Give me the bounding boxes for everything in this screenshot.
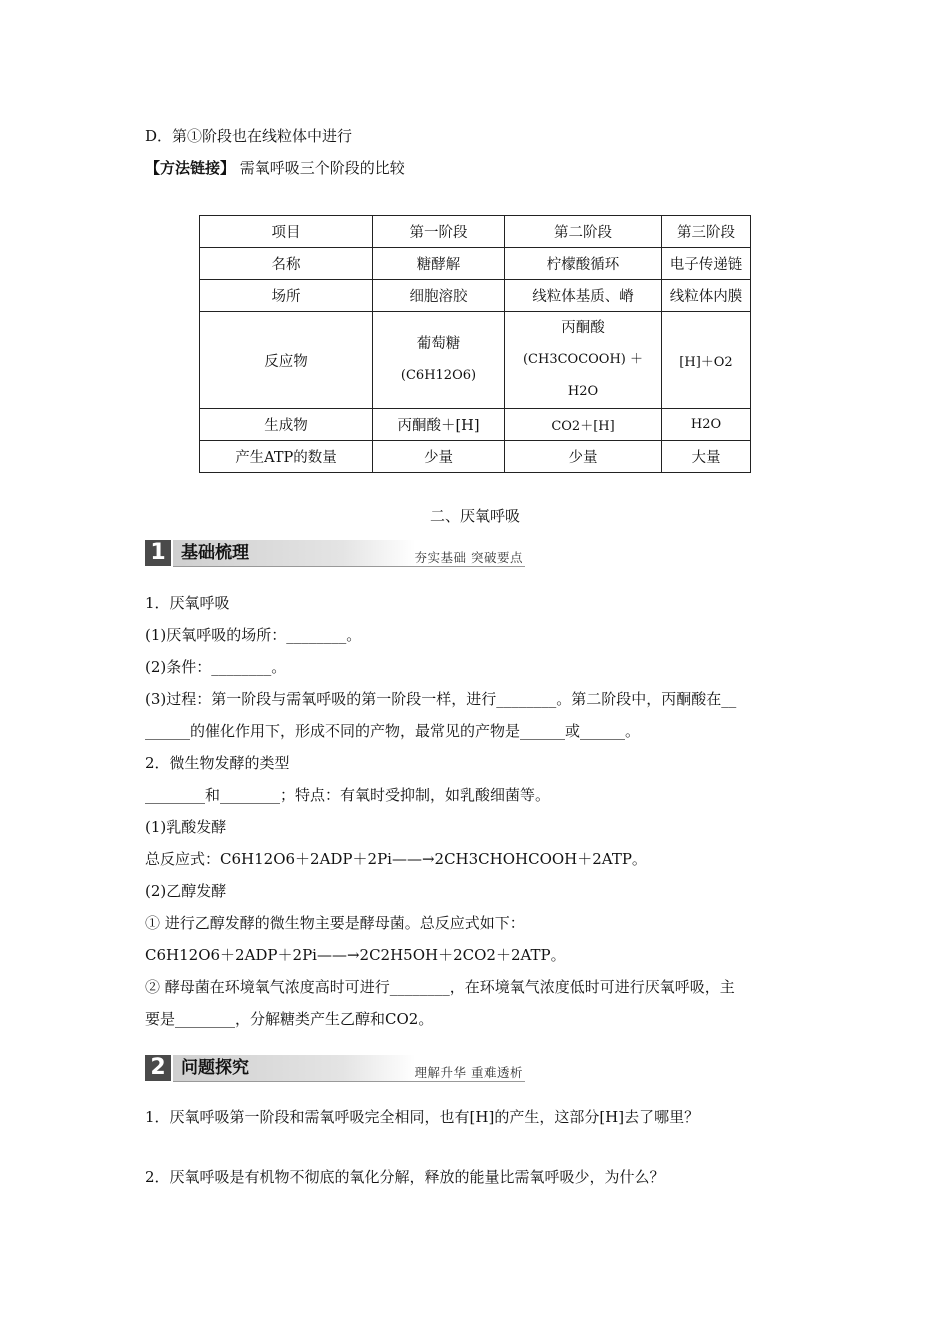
question-2: 2．厌氧呼吸是有机物不彻底的氧化分解，释放的能量比需氧呼吸少，为什么？ xyxy=(145,1168,665,1186)
reactant-pyruvate-formula: (CH3COCOOH) ＋ xyxy=(522,352,644,367)
method-link xyxy=(145,158,405,178)
table-cell: 线粒体基质、嵴 xyxy=(505,280,662,312)
reactant-pyruvate: 丙酮酸 xyxy=(561,320,605,336)
method-title: 需氧呼吸三个阶段的比较 xyxy=(239,159,405,177)
banner-number: 1 xyxy=(145,540,171,566)
banner-title: 基础梳理 xyxy=(181,543,249,563)
table-row xyxy=(200,441,751,473)
reactant-glucose-formula: (C6H12O6) xyxy=(400,368,477,383)
table-cell xyxy=(373,312,505,409)
text-line: (2)条件：________。 xyxy=(145,658,287,676)
table-cell: 项目 xyxy=(200,216,373,248)
banner-basics xyxy=(145,538,525,568)
table-cell: 丙酮酸＋[H] xyxy=(373,409,505,441)
table-row xyxy=(200,409,751,441)
question-1: 1．厌氧呼吸第一阶段和需氧呼吸完全相同，也有[H]的产生，这部分[H]去了哪里？ xyxy=(145,1108,700,1126)
text-line: 要是________，分解糖类产生乙醇和CO2。 xyxy=(145,1010,434,1028)
table-cell: 反应物 xyxy=(200,312,373,409)
banner-title: 问题探究 xyxy=(181,1058,249,1078)
banner-inquiry xyxy=(145,1053,525,1083)
table-cell: 产生ATP的数量 xyxy=(200,441,373,473)
text-line: (1)乳酸发酵 xyxy=(145,818,227,836)
text-line: ________和________；特点：有氧时受抑制，如乳酸细菌等。 xyxy=(145,786,551,804)
table-row xyxy=(200,312,751,409)
table-row xyxy=(200,216,751,248)
text-line: (2)乙醇发酵 xyxy=(145,882,227,900)
table-cell: 糖酵解 xyxy=(373,248,505,280)
option-d: D．第①阶段也在线粒体中进行 xyxy=(145,127,353,145)
table-cell xyxy=(505,312,662,409)
text-line: ______的催化作用下，形成不同的产物，最常见的产物是______或______。 xyxy=(145,722,641,740)
text-line: ① 进行乙醇发酵的微生物主要是酵母菌。总反应式如下： xyxy=(145,914,525,932)
table-cell: 场所 xyxy=(200,280,373,312)
banner-subtitle: 理解升华 重难透析 xyxy=(414,1065,523,1080)
table-cell: 柠檬酸循环 xyxy=(505,248,662,280)
table-cell: 线粒体内膜 xyxy=(662,280,751,312)
banner-subtitle: 夯实基础 突破要点 xyxy=(414,550,523,565)
banner-rule xyxy=(173,1081,525,1082)
aerobic-stage-table xyxy=(199,215,751,473)
method-tag: 【方法链接】 xyxy=(145,159,236,177)
reactant-glucose: 葡萄糖 xyxy=(416,336,461,352)
table-cell: 第二阶段 xyxy=(505,216,662,248)
text-line: 总反应式：C6H12O6＋2ADP＋2Pi——→2CH3CHOHCOOH＋2ATP。 xyxy=(145,850,647,868)
table-cell: H2O xyxy=(662,409,751,441)
table-cell: 第三阶段 xyxy=(662,216,751,248)
text-line: (3)过程：第一阶段与需氧呼吸的第一阶段一样，进行________。第二阶段中，丙酮酸在__ xyxy=(145,690,737,708)
table-cell: 名称 xyxy=(200,248,373,280)
table-cell: CO2＋[H] xyxy=(505,409,662,441)
table-cell: 大量 xyxy=(662,441,751,473)
table-cell: 第一阶段 xyxy=(373,216,505,248)
banner-number: 2 xyxy=(145,1055,171,1081)
text-line: C6H12O6＋2ADP＋2Pi——→2C2H5OH＋2CO2＋2ATP。 xyxy=(145,946,566,964)
table-row xyxy=(200,248,751,280)
text-line: 2．微生物发酵的类型 xyxy=(145,754,290,772)
table-cell: 细胞溶胶 xyxy=(373,280,505,312)
table-cell: 电子传递链 xyxy=(662,248,751,280)
table-cell: 少量 xyxy=(505,441,662,473)
reactant-water: H2O xyxy=(567,384,599,399)
section-title: 二、厌氧呼吸 xyxy=(429,507,520,525)
table-cell: [H]＋O2 xyxy=(662,312,751,409)
text-line: 1．厌氧呼吸 xyxy=(145,594,230,612)
text-line: (1)厌氧呼吸的场所：________。 xyxy=(145,626,362,644)
banner-rule xyxy=(173,566,525,567)
table-cell: 生成物 xyxy=(200,409,373,441)
table-row xyxy=(200,280,751,312)
table-cell: 少量 xyxy=(373,441,505,473)
text-line: ② 酵母菌在环境氧气浓度高时可进行________，在环境氧气浓度低时可进行厌氧呼吸，主 xyxy=(145,978,735,996)
